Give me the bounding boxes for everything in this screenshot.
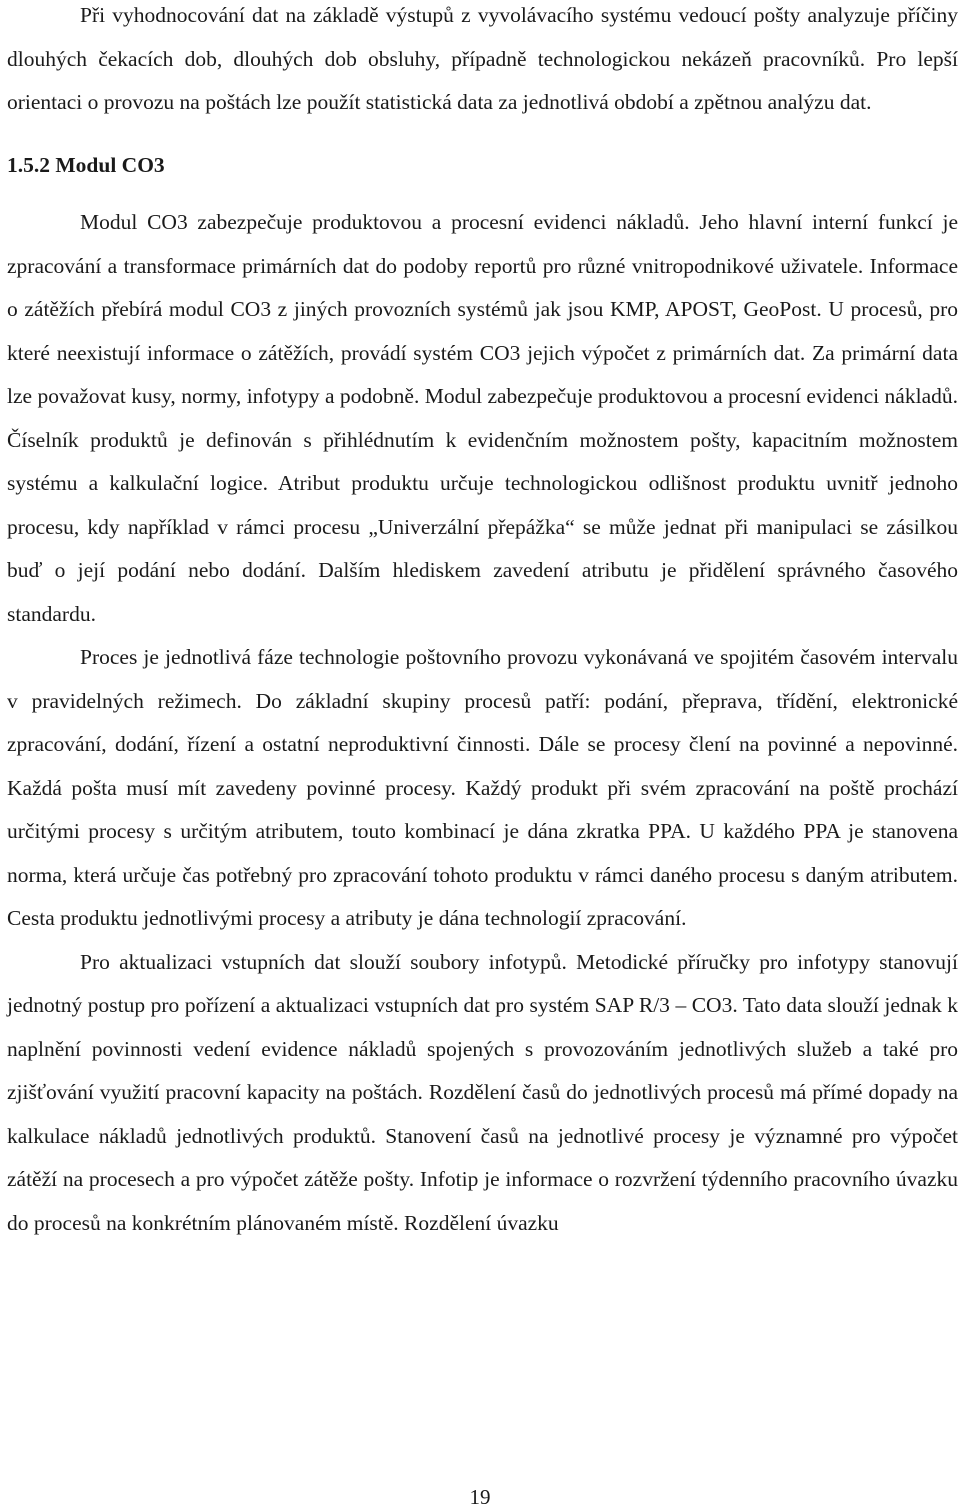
paragraph-intro: Při vyhodnocování dat na základě výstupů z vyvolávacího systému vedoucí pošty analyzuje příčiny dlouhých čekacích dob, dlouhých dob obsluhy, případně technologickou nekázeň pracovníků. Pro lepší orientaci o provozu na poštách lze použít statistická data za jednotlivá období a zpětnou analýzu dat.	[7, 3, 958, 114]
document-body	[7, 0, 958, 1245]
paragraph-infotypy: Pro aktualizaci vstupních dat slouží soubory infotypů. Metodické příručky pro infotypy stanovují jednotný postup pro pořízení a aktualizaci vstupních dat pro systém SAP R/3 – CO3. Tato data slouží jednak k naplnění povinnosti vedení evidence nákladů spojených s provozováním jednotlivých služeb a také pro zjišťování využití pracovní kapacity na poštách. Rozdělení časů do jednotlivých procesů má přímé dopady na kalkulace nákladů jednotlivých produktů. Stanovení časů na jednotlivé procesy je významné pro výpočet zátěží na procesech a pro výpočet zátěže pošty. Infotip je informace o rozvržení týdenního pracovního úvazku do procesů na konkrétním plánovaném místě. Rozdělení úvazku	[7, 949, 958, 1235]
page-number: 19	[469, 1485, 491, 1509]
paragraph-proces: Proces je jednotlivá fáze technologie poštovního provozu vykonávaná ve spojitém časovém intervalu v pravidelných režimech. Do základní skupiny procesů patří: podání, přeprava, třídění, elektronické zpracování, dodání, řízení a ostatní neproduktivní činnosti. Dále se procesy člení na povinné a nepovinné. Každá pošta musí mít zavedeny povinné procesy. Každý produkt při svém zpracování na poště prochází určitými procesy s určitým atributem, touto kombinací je dána zkratka PPA. U každého PPA je stanovena norma, která určuje čas potřebný pro zpracování tohoto produktu v rámci daného procesu s daným atributem. Cesta produktu jednotlivými procesy a atributy je dána technologií zpracování.	[7, 645, 958, 930]
paragraph-modul-co3: Modul CO3 zabezpečuje produktovou a procesní evidenci nákladů. Jeho hlavní interní funkcí je zpracování a transformace primárních dat do podoby reportů pro různé vnitropodnikové uživatele. Informace o zátěžích přebírá modul CO3 z jiných provozních systémů jak jsou KMP, APOST, GeoPost. U procesů, pro které neexistují informace o zátěžích, provádí systém CO3 jejich výpočet z primárních dat. Za primární data lze považovat kusy, normy, infotypy a podobně. Modul zabezpečuje produktovou a procesní evidenci nákladů. Číselník produktů je definován s přihlédnutím k evidenčním možnostem pošty, kapacitním možnostem systému a kalkulační logice. Atribut produktu určuje technologickou odlišnost produktu uvnitř jednoho procesu, kdy například v rámci procesu „Univerzální přepážka“ se může jednat při manipulaci se zásilkou buď o její podání nebo dodání. Dalším hlediskem zavedení atributu je přidělení správného časového standardu.	[7, 210, 958, 626]
section-heading: 1.5.2 Modul CO3	[7, 152, 165, 177]
